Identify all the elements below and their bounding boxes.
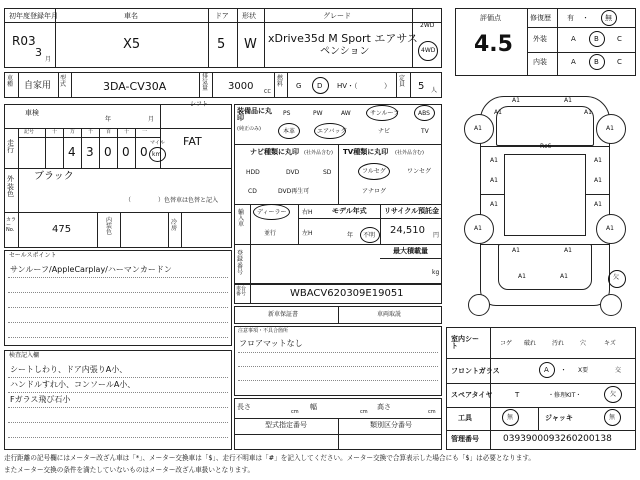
seat-item: コゲ [500,340,513,347]
recycle-unit: 円 [433,232,440,239]
shift-label: シフト [190,101,209,108]
warranty-label: 新車保証書 [268,311,299,318]
spare-t: T [515,391,520,399]
damage-mark: A1 [490,177,498,184]
fuel-g: G [296,82,302,90]
navi-cd: CD [248,188,257,195]
inspection-year-label: 年 [105,116,112,123]
damage-mark: A1 [564,97,572,104]
mileage-digit: 0 [140,145,148,159]
damage-mark: A1 [474,225,482,232]
roof-mark: Rc6 [540,143,552,150]
equip-tv: TV [421,128,429,135]
navi-label: ナビ種類に丸印 [250,148,299,156]
cool-label: 冷房 [171,219,178,232]
car-name: X5 [123,37,141,52]
color-value: ブラック [34,171,74,182]
max-load-unit: kg [432,269,440,276]
import-parallel: 並行 [264,230,277,237]
capacity: 5 [418,81,425,92]
digit-ten-label: 十 [124,129,130,135]
damage-mark: A1 [594,201,602,208]
inspector-label: 検査記入欄 [9,352,40,359]
drive-2wd: 2WD [420,22,435,29]
spare-repair: ・修理KIT・ [548,392,582,399]
model: 3DA-CV30A [103,80,167,93]
damage-mark: A1 [490,157,498,164]
digit-ten-thousand-label: 万 [70,129,76,135]
car-hood [496,106,594,146]
color-no: 475 [52,224,72,235]
tv-sub: (社外品含む) [395,150,424,156]
inspector-line: ハンドルすれ小、コンソールA小、 [10,380,136,389]
digit-thousand-label: 千 [88,129,94,135]
doors: 5 [217,37,226,52]
seat-item: キズ [604,340,616,347]
tv-oneseg: ワンセグ [407,168,432,175]
equip-airbag: エアバッグ [317,128,347,135]
drive-4wd: 4WD [421,47,436,54]
damage-mark: A1 [584,109,592,116]
equip-pw: PW [313,110,323,117]
interior-color-label: 内装色 [106,217,113,236]
color-note-open: （ [125,197,132,204]
glass-swap: 交 [615,367,622,374]
tv-fullseg: フルセグ [362,168,386,175]
equipment-sub: (純正のみ) [237,126,261,132]
jack-label: ジャッキ [545,414,573,422]
damage-mark: A1 [564,247,572,254]
car-name-label: 車名 [124,12,138,20]
unit-mile: マイル [150,140,165,146]
color-note: ）色替車は色替と記入 [158,197,219,204]
import-dealer: ディーラー [257,209,287,216]
exterior-b: B [594,35,599,43]
damage-mark: A1 [518,273,526,280]
sales-point-label: セールスポイント [9,252,57,259]
width-unit: cm [360,409,368,415]
digit-man-label: 十 [52,129,58,135]
equip-aw: AW [341,110,351,117]
digit-one-label: 一 [142,129,148,135]
capacity-label: 定員 [399,75,406,88]
usage-label: 車種 [7,75,14,88]
equip-abs: ABS [418,110,430,117]
damage-diagram [452,84,638,322]
damage-mark: A1 [560,273,568,280]
mileage-digit: 4 [68,145,76,159]
cc-unit: CC [264,89,271,95]
navi-sub: (社外品含む) [304,150,333,156]
caution-text: フロアマットなし [239,339,303,348]
repair-label: 修復歴 [530,14,551,22]
glass-label: フロントガラス [451,367,500,375]
length-label: 長さ [237,403,251,411]
interior-label: 内装 [533,58,547,66]
recycle-label: リサイクル預託金 [384,207,440,215]
digit-hundred-label: 百 [106,129,112,135]
navi-hdd: HDD [246,169,260,176]
inspection-label: 車検 [25,109,39,117]
equipment-label: 装備品に丸印 [237,107,272,122]
damage-mark: A1 [606,125,614,132]
exterior-label: 外装 [533,35,547,43]
color-no-label: カラーNo. [6,217,17,233]
class-label: 類別区分番号 [370,421,412,429]
glass-dash: ・ [560,366,567,374]
wheel-spare-left [468,294,490,316]
jack-value: 無 [609,414,616,421]
seat-item: 汚れ [552,340,565,347]
height-label: 高さ [377,403,391,411]
seat-item: 穴 [580,340,587,347]
month-unit: 月 [45,56,52,63]
damage-mark: A1 [512,97,520,104]
reg-number-label: 登録番号 [237,250,244,276]
model-year-unknown: 不明 [363,232,376,239]
spare-label: スペアタイヤ [451,391,493,399]
wheel-spare-right [600,294,622,316]
reg-month: 3 [35,46,42,59]
model-year-unit: 年 [347,232,354,239]
damage-mark: A1 [494,109,502,116]
equip-sunroof: サンルーフ [370,110,400,117]
displacement-label: 排気量 [202,73,209,92]
interior-b: B [594,58,599,66]
import-label: 輸入車 [238,209,245,228]
tv-label: TV種類に丸印 [343,148,389,156]
fuel-hv: HV・（ [337,82,358,90]
inspection-month-label: 月 [148,116,155,123]
mileage-digit: 3 [86,145,94,159]
spare-tire-mark: 欠 [613,274,620,281]
shape: W [244,37,257,52]
fuel-label: 燃料 [277,75,284,88]
max-load-label: 最大積載量 [393,247,428,255]
color-label: 外装色 [7,175,14,199]
glass-x: X要 [578,367,589,374]
width-label: 幅 [310,403,317,411]
capacity-unit: 人 [431,87,438,94]
navi-sd: SD [323,169,332,176]
displacement: 3000 [228,81,254,92]
glass-a: A [544,366,549,374]
reg-year: R03 [12,34,36,48]
fuel-close: ） [384,82,391,90]
height-unit: cm [428,409,436,415]
exterior-c: C [617,35,622,43]
footer-line-2: またメーター交換の条件を満たしていないものはメーター改ざん車扱いとなります。 [4,466,255,474]
score-label: 評価点 [480,14,501,22]
tools-value: 無 [507,414,514,421]
car-roof [504,154,586,236]
shape-label: 形状 [242,12,256,20]
chassis-number: WBACV620309E19051 [290,288,404,299]
damage-mark: A1 [474,125,482,132]
equip-navi: ナビ [378,128,391,135]
footer-line-1: 走行距離の記号欄にはメーター改ざん車は「*」、メーター交換車は「$」、走行不明車は「#」を記入してください。メーター交換で合算表示した場合にも「$」は必要となります。 [4,454,535,462]
fuel-d: D [317,82,323,90]
spare-none: 欠 [610,391,617,398]
row2-table [4,72,442,98]
seat-label: 室内シート [451,335,479,350]
usage: 自家用 [24,81,52,91]
length-unit: cm [291,409,299,415]
inspector-line: Fガラス飛び石小 [10,395,71,404]
doors-label: ドア [215,12,229,20]
damage-mark: A1 [490,201,498,208]
chassis-label: 車台番号 [236,286,247,297]
caution-box [234,326,442,396]
caution-label: 注意事項・不具合箇所 [238,328,289,334]
navi-dvd-play: DVD再生可 [278,188,310,195]
unit-km: km [152,151,162,158]
exterior-a: A [571,35,576,43]
reg-year-label: 初年度登録年月 [9,12,58,20]
seat-item: 破れ [524,340,537,347]
mgmt-value: 0393900093260200138 [503,434,612,444]
repair-dash: ・ [582,14,589,22]
equip-ps: PS [283,110,291,117]
grade-line2: ペンション [320,46,370,57]
grade-label: グレード [323,12,351,20]
model-year-label: モデル年式 [332,207,367,215]
digits-label: 記号 [24,129,35,135]
interior-a: A [571,58,576,66]
damage-mark: A1 [594,157,602,164]
mileage-label: 走行 [7,139,14,154]
model-cert-label: 型式指定番号 [265,421,307,429]
model-label: 型式 [60,75,67,88]
shift-value: FAT [183,135,202,148]
damage-mark: A1 [512,247,520,254]
damage-mark: A1 [594,177,602,184]
tools-label: 工具 [458,414,472,422]
equip-leather: 本革 [283,128,296,135]
interior-c: C [617,58,622,66]
mgmt-label: 管理番号 [451,435,479,443]
mileage-digit: 0 [104,145,112,159]
repair-yes: 有 [567,14,574,22]
damage-mark: A1 [606,225,614,232]
navi-dvd: DVD [286,169,300,176]
manual-label: 車両取説 [377,311,402,318]
import-right-h: 右H [302,209,313,216]
mileage-digit: 0 [122,145,130,159]
sales-point-text: サンルーフ/AppleCarplay/ハーマンカードン [10,265,172,274]
inspector-line: シートしわり、ドア内張りA小、 [10,365,128,374]
grade: xDrive35d M Sport エアサス [268,32,418,45]
import-left-h: 左H [302,230,313,237]
score-value: 4.5 [474,32,513,57]
tv-analog: アナログ [362,188,387,195]
repair-no: 無 [605,14,612,22]
recycle-value: 24,510 [390,225,425,236]
